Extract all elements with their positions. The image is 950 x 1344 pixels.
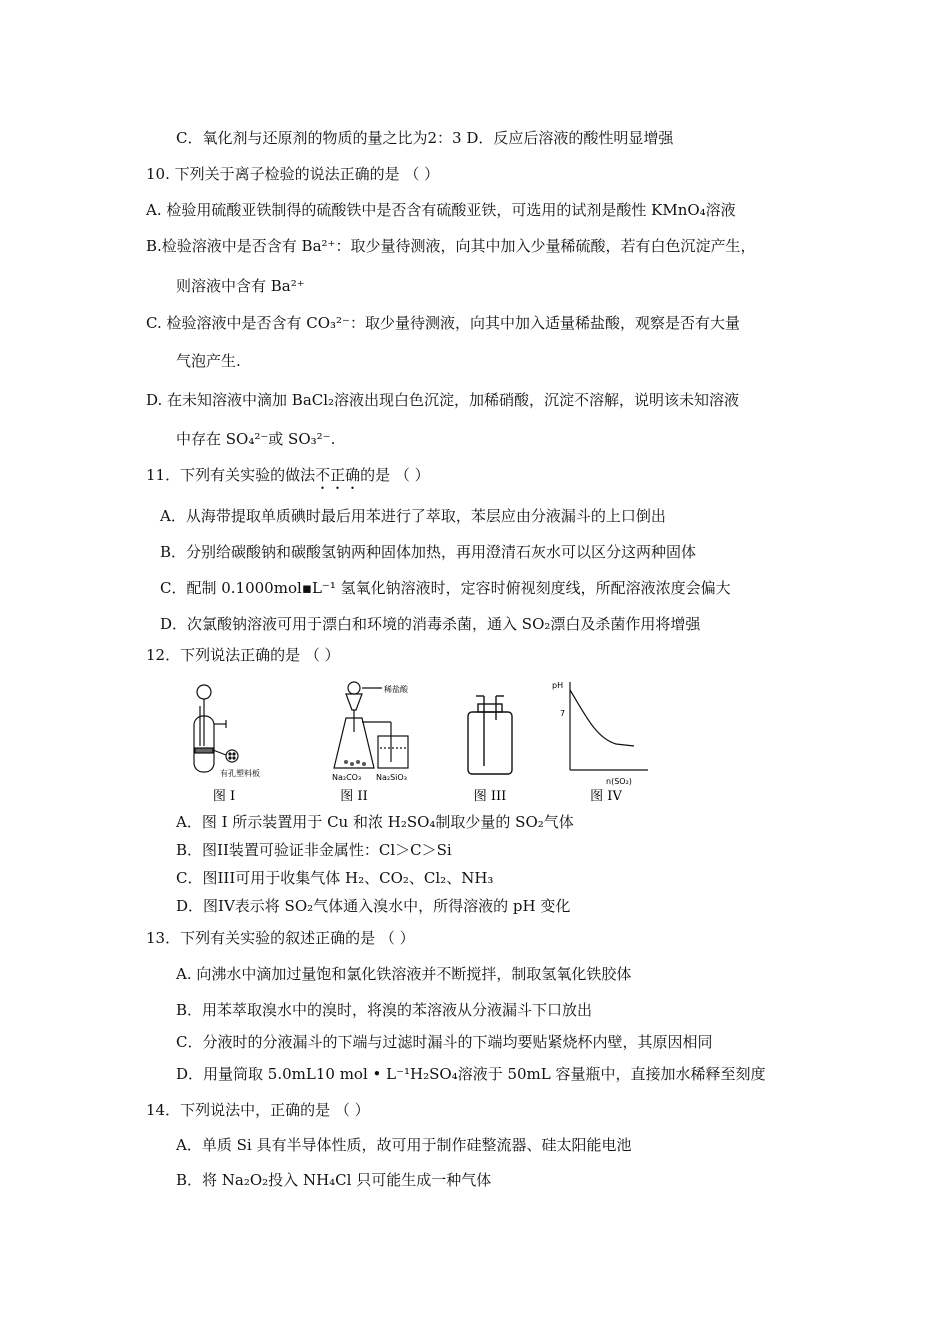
q11-option-a: A．从海带提取单质碘时最后用苯进行了萃取，苯层应由分液漏斗的上口倒出 <box>160 507 666 525</box>
figure-1-apparatus <box>194 685 238 772</box>
figure-2-left-text: Na₂CO₃ <box>332 773 362 782</box>
figure-3-apparatus <box>468 696 512 774</box>
apparatus-figures <box>186 676 656 806</box>
figure-4-y-axis: pH <box>552 681 564 690</box>
q11-emphasis: 不正确 <box>315 466 361 484</box>
q9-options-cd: C．氧化剂与还原剂的物质的量之比为2：3 D．反应后溶液的酸性明显增强 <box>176 129 674 147</box>
q13-option-b: B．用苯萃取溴水中的溴时，将溴的苯溶液从分液漏斗下口放出 <box>176 1001 593 1019</box>
figure-2-apparatus <box>334 682 408 768</box>
q11-stem-post: 的是 （ ） <box>360 466 430 484</box>
q11-stem-pre: 11．下列有关实验的做法 <box>146 466 316 484</box>
question-10-stem: 10. 下列关于离子检验的说法正确的是 （ ） <box>146 165 440 183</box>
q11-option-b: B．分别给碳酸钠和碳酸氢钠两种固体加热，再用澄清石灰水可以区分这两种固体 <box>160 543 697 561</box>
q10-option-d-line1: D. 在未知溶液中滴加 BaCl₂溶液出现白色沉淀，加稀硝酸，沉淀不溶解，说明该未知溶液 <box>146 391 740 409</box>
q13-option-a: A. 向沸水中滴加过量饱和氯化铁溶液并不断搅拌，制取氢氧化铁胶体 <box>176 965 632 983</box>
figure-2-acid-text: 稀盐酸 <box>384 685 408 694</box>
q11-option-c: C．配制 0.1000mol▪L⁻¹ 氢氧化钠溶液时，定容时俯视刻度线，所配溶液浓度会偏大 <box>160 579 731 597</box>
figure-4-x-axis: n(SO₂) <box>606 777 632 786</box>
q10-option-b-line1: B.检验溶液中是否含有 Ba²⁺：取少量待测液，向其中加入少量稀硫酸，若有白色沉淀产生， <box>146 237 756 255</box>
q10-option-c-line1: C. 检验溶液中是否含有 CO₃²⁻：取少量待测液，向其中加入适量稀盐酸，观察是否有大量 <box>146 314 740 332</box>
question-14-stem: 14．下列说法中，正确的是 （ ） <box>146 1101 370 1119</box>
q12-option-a: A．图 I 所示装置用于 Cu 和浓 H₂SO₄制取少量的 SO₂气体 <box>176 813 574 831</box>
question-11-stem <box>146 465 430 493</box>
q13-option-d: D．用量筒取 5.0mL10 mol • L⁻¹H₂SO₄溶液于 50mL 容量瓶中，直接加水稀释至刻度 <box>176 1065 766 1083</box>
figure-1-plate-text: 有孔塑料板 <box>220 769 260 778</box>
q14-option-b: B．将 Na₂O₂投入 NH₄Cl 只可能生成一种气体 <box>176 1171 492 1189</box>
q12-option-b: B．图II装置可验证非金属性：Cl＞C＞Si <box>176 841 452 859</box>
figure-4-seven: 7 <box>560 709 566 718</box>
q12-option-c: C．图III可用于收集气体 H₂、CO₂、Cl₂、NH₃ <box>176 869 494 887</box>
figure-2-label: 图 II <box>340 789 368 804</box>
figure-4-label: 图 IV <box>590 789 622 804</box>
question-13-stem: 13．下列有关实验的叙述正确的是 （ ） <box>146 929 415 947</box>
figure-2-right-text: Na₂SiO₃ <box>376 773 407 782</box>
q13-option-c: C．分液时的分液漏斗的下端与过滤时漏斗的下端均要贴紧烧杯内壁，其原因相同 <box>176 1033 713 1051</box>
question-12-stem: 12．下列说法正确的是 （ ） <box>146 646 340 664</box>
q10-option-c-line2: 气泡产生. <box>176 352 241 370</box>
figure-1-label: 图 I <box>212 789 236 804</box>
q12-option-d: D．图IV表示将 SO₂气体通入溴水中，所得溶液的 pH 变化 <box>176 897 571 915</box>
q14-option-a: A．单质 Si 具有半导体性质，故可用于制作硅整流器、硅太阳能电池 <box>176 1136 632 1154</box>
q11-option-d: D．次氯酸钠溶液可用于漂白和环境的消毒杀菌，通入 SO₂漂白及杀菌作用将增强 <box>160 615 701 633</box>
q10-option-a: A. 检验用硫酸亚铁制得的硫酸铁中是否含有硫酸亚铁，可选用的试剂是酸性 KMnO₄溶液 <box>146 201 736 219</box>
figure-4-graph <box>570 682 648 770</box>
figure-3-label: 图 III <box>473 789 507 804</box>
q10-option-b-line2: 则溶液中含有 Ba²⁺ <box>176 277 305 295</box>
q10-option-d-line2: 中存在 SO₄²⁻或 SO₃²⁻. <box>176 430 336 448</box>
